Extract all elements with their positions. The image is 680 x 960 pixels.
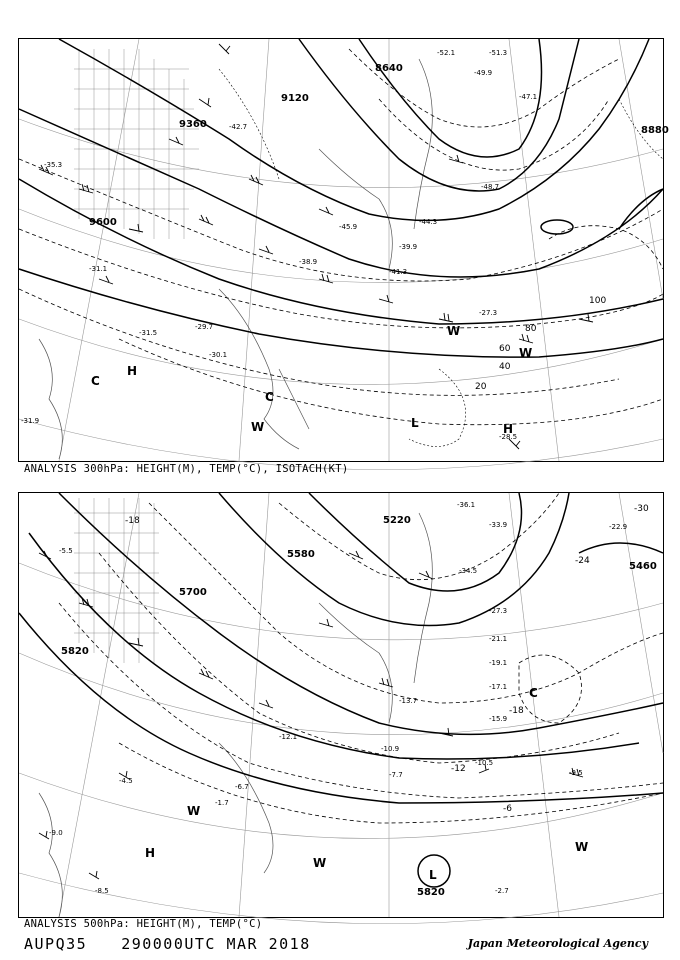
warm-symbol: W	[187, 804, 201, 818]
warm-symbol: W	[575, 840, 589, 854]
warm-symbol: W	[447, 324, 461, 338]
temp-label: -49.9	[474, 69, 493, 77]
temp-label: -39.9	[399, 243, 418, 251]
height-labels-300	[89, 63, 669, 228]
temp-label: -35.3	[44, 161, 63, 169]
height-label: 9600	[89, 217, 117, 228]
temp-label: -33.9	[489, 521, 508, 529]
chart-500hpa-map	[19, 493, 663, 917]
temp-label: -13.7	[399, 697, 418, 705]
graticule-300	[19, 39, 663, 470]
temp-label: -10.5	[475, 759, 494, 767]
isotach-label: 40	[499, 362, 511, 372]
warm-symbol: W	[313, 856, 327, 870]
temp-label: -6.7	[235, 783, 249, 791]
temp-labels-500	[49, 501, 627, 895]
caption-500hpa: ANALYSIS 500hPa: HEIGHT(M), TEMP(°C)	[24, 918, 263, 930]
height-label: 5820	[417, 887, 445, 898]
isotherm-label: -12	[451, 764, 466, 774]
warm-symbol: W	[251, 420, 265, 434]
wind-barbs-300	[39, 44, 593, 449]
product-code: AUPQ35	[24, 935, 88, 953]
temp-label: -2.7	[495, 887, 509, 895]
caption-300hpa: ANALYSIS 300hPa: HEIGHT(M), TEMP(°C), ISOTACH(KT)	[24, 463, 349, 475]
low-pressure-symbol: L	[429, 868, 437, 882]
agency-name: Japan Meteorological Agency	[467, 937, 648, 950]
product-line	[24, 935, 311, 953]
isotherms-300	[219, 69, 663, 447]
height-label: 5700	[179, 587, 207, 598]
center-symbols-300	[91, 324, 532, 436]
temp-iso-labels-500	[125, 504, 649, 814]
temp-label: -52.1	[437, 49, 456, 57]
high-pressure-symbol: H	[503, 422, 514, 436]
height-label: 9120	[281, 93, 309, 104]
temp-label: -51.3	[489, 49, 508, 57]
temp-label: -9.0	[49, 829, 63, 837]
temp-label: -27.3	[479, 309, 498, 317]
temp-label: -21.1	[489, 635, 508, 643]
temp-label: -44.3	[419, 218, 438, 226]
chart-300hpa-map	[19, 39, 669, 461]
temp-label: -15.9	[489, 715, 508, 723]
height-contours-300	[19, 39, 663, 357]
isotach-lines-300	[19, 49, 663, 425]
chart-500hpa	[18, 492, 664, 918]
temp-label: -22.9	[609, 523, 628, 531]
isotach-label: 100	[589, 296, 607, 306]
temp-label: -30.1	[209, 351, 228, 359]
height-label: 8880	[641, 125, 669, 136]
isotherm-label: -6	[503, 804, 512, 814]
temp-label: -48.7	[481, 183, 500, 191]
temp-label: -1.7	[215, 799, 229, 807]
temp-label: -4.5	[119, 777, 133, 785]
chart-300hpa	[18, 38, 669, 462]
temp-label: -27.3	[489, 607, 508, 615]
isotherm-label: -30	[634, 504, 649, 514]
temp-label: -47.1	[519, 93, 538, 101]
temp-label: -8.5	[95, 887, 109, 895]
cold-symbol: C	[91, 374, 100, 388]
height-labels-500	[61, 515, 657, 898]
height-label: 5220	[383, 515, 411, 526]
valid-time: 290000UTC MAR 2018	[121, 935, 311, 953]
height-label: 5820	[61, 646, 89, 657]
temp-label: -34.5	[459, 567, 478, 575]
high-pressure-symbol: H	[127, 364, 138, 378]
temp-label: -31.1	[89, 265, 108, 273]
isotherm-label: -24	[575, 556, 590, 566]
warm-symbol: W	[519, 346, 533, 360]
height-label: 8640	[375, 63, 403, 74]
temp-label: -42.7	[229, 123, 248, 131]
coastline-500	[39, 513, 432, 917]
cold-symbol: C	[529, 686, 538, 700]
temp-label: -19.1	[489, 659, 508, 667]
temp-label: -29.7	[195, 323, 214, 331]
height-label: 5580	[287, 549, 315, 560]
temp-label: -17.1	[489, 683, 508, 691]
temp-label: -28.5	[499, 433, 518, 441]
isotach-label: 60	[499, 344, 511, 354]
temp-label: -38.9	[299, 258, 318, 266]
temp-label: -12.1	[279, 733, 298, 741]
isotach-label: 80	[525, 324, 537, 334]
temp-label: -45.9	[339, 223, 358, 231]
temp-label: -31.5	[139, 329, 158, 337]
cold-symbol: C	[265, 390, 274, 404]
high-pressure-symbol: H	[145, 846, 156, 860]
isotherm-label: -18	[125, 516, 140, 526]
temp-label: -5.5	[59, 547, 73, 555]
temp-label: -7.7	[389, 771, 403, 779]
low-pressure-symbol: L	[411, 416, 419, 430]
height-label: 5460	[629, 561, 657, 572]
height-label: 9360	[179, 119, 207, 130]
isotach-label: 20	[475, 382, 487, 392]
isotherm-label: -18	[509, 706, 524, 716]
temp-label: -10.9	[381, 745, 400, 753]
hatched-region-500	[74, 498, 159, 663]
temp-label: -36.1	[457, 501, 476, 509]
temp-label: -31.9	[21, 417, 40, 425]
temp-label: -9.5	[569, 769, 583, 777]
temp-label: -41.3	[389, 268, 408, 276]
